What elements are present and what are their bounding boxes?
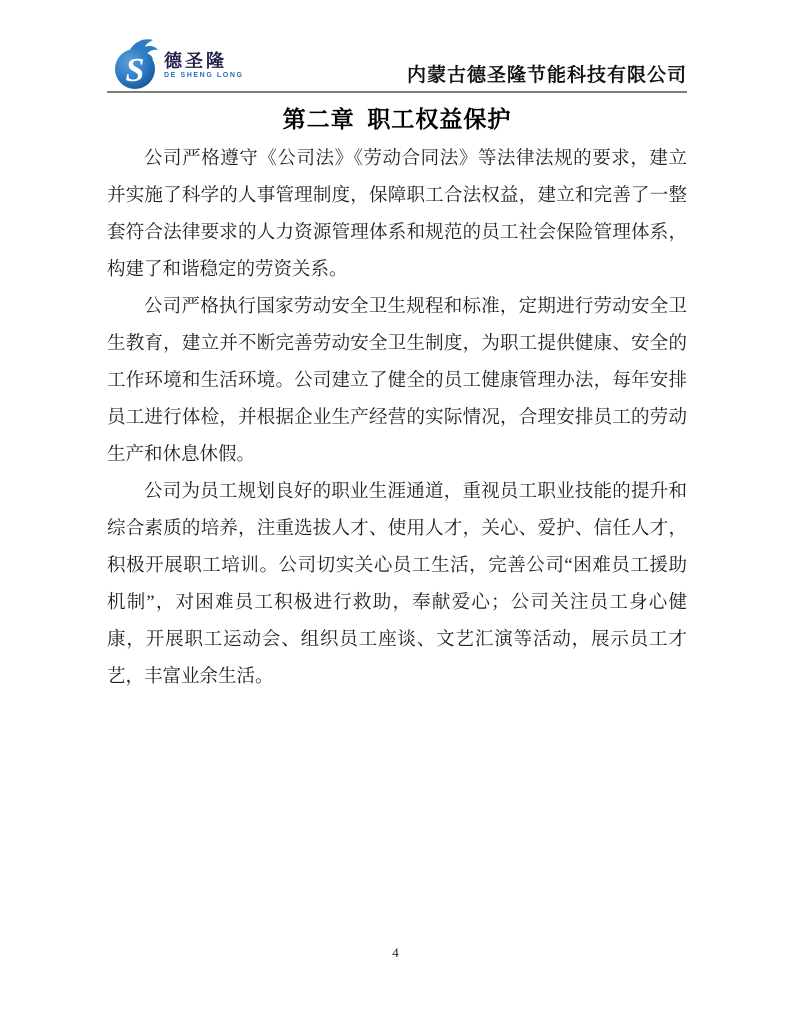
document-body <box>107 95 687 696</box>
logo-chinese-name: 德圣隆 <box>164 51 227 71</box>
dragon-s-logo-icon <box>115 36 161 90</box>
page-number: 4 <box>392 945 399 960</box>
svg-text:S: S <box>125 52 145 89</box>
logo-wordmark <box>164 52 244 80</box>
company-name: 内蒙古德圣隆节能科技有限公司 <box>406 65 687 86</box>
page-footer <box>0 944 791 962</box>
chapter-title: 第二章 职工权益保护 <box>282 107 512 132</box>
logo-english-name: DE SHENG LONG <box>164 72 244 79</box>
paragraph-2: 公司严格执行国家劳动安全卫生规程和标准，定期进行劳动安全卫生教育，建立并不断完善劳动安全卫生制度，为职工提供健康、安全的工作环境和生活环境。公司建立了健全的员工健康管理办法，每年安排员工进行体检，并根据企业生产经营的实际情况，合理安排员工的劳动生产和休息休假。 <box>107 297 687 465</box>
company-logo <box>115 38 244 90</box>
paragraph-3: 公司为员工规划良好的职业生涯通道，重视员工职业技能的提升和综合素质的培养，注重选拔人才、使用人才，关心、爱护、信任人才，积极开展职工培训。公司切实关心员工生活，完善公司“困难员工援助机制”，对困难员工积极进行救助，奉献爱心；公司关注员工身心健康，开展职工运动会、组织员工座谈、文艺汇演等活动，展示员工才艺，丰富业余生活。 <box>107 482 687 687</box>
page-header <box>107 0 687 93</box>
paragraph-1: 公司严格遵守《公司法》《劳动合同法》等法律法规的要求，建立并实施了科学的人事管理制度，保障职工合法权益，建立和完善了一整套符合法律要求的人力资源管理体系和规范的员工社会保险管理体系，构建了和谐稳定的劳资关系。 <box>107 149 687 280</box>
